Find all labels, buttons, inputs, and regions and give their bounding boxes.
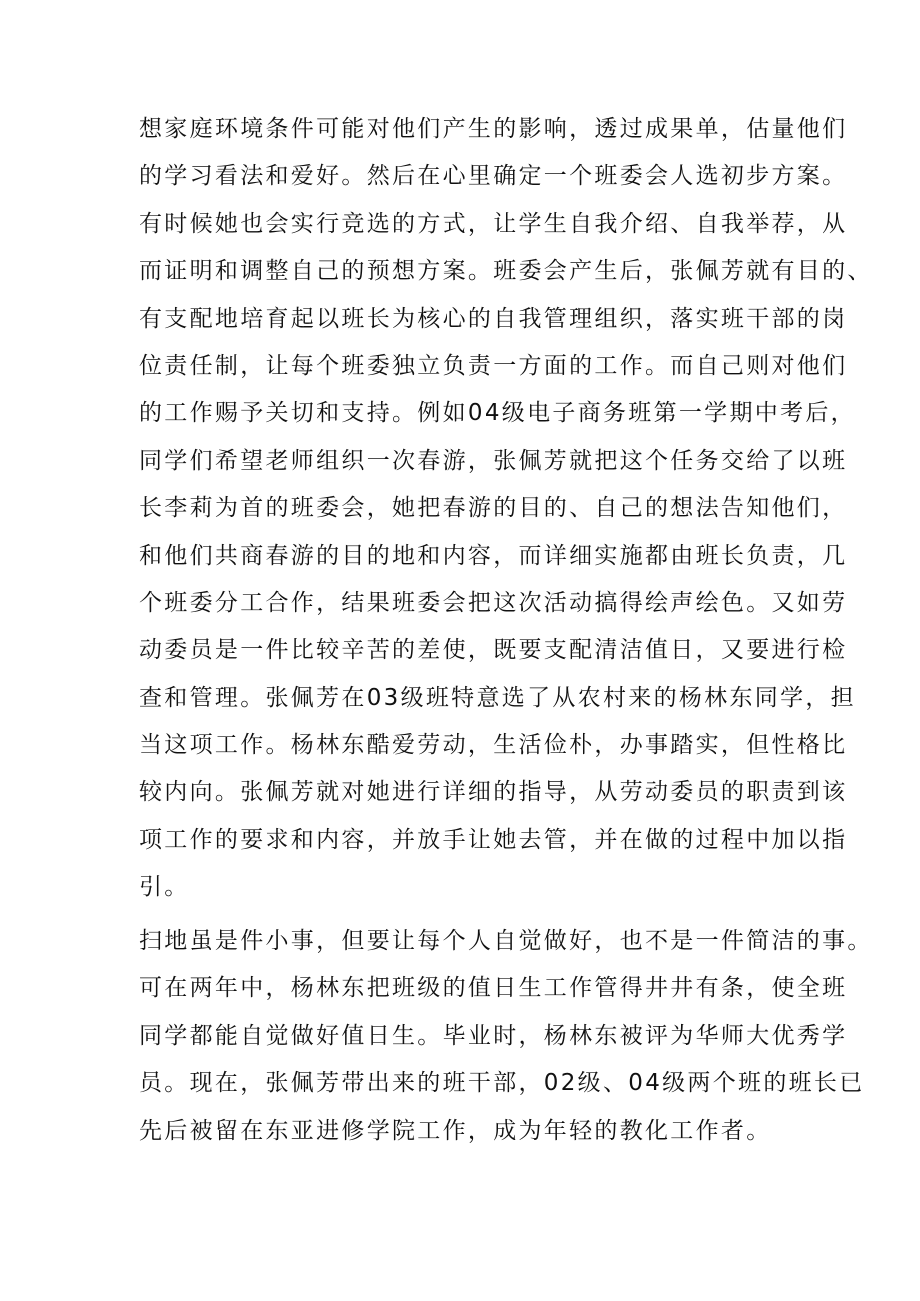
text-line: 项工作的要求和内容，并放手让她去管，并在做的过程中加以指 xyxy=(139,826,848,853)
paragraph-1 xyxy=(139,106,873,912)
paragraph-2 xyxy=(139,918,873,1155)
text-line: 动委员是一件比较辛苦的差使，既要支配清洁值日，又要进行检 xyxy=(139,637,848,664)
text-line: 同学们希望老师组织一次春游，张佩芳就把这个任务交给了以班 xyxy=(139,447,848,474)
text-line: 查和管理。张佩芳在03级班特意选了从农村来的杨林东同学，担 xyxy=(139,684,856,711)
text-line: 个班委分工合作，结果班委会把这次活动搞得绘声绘色。又如劳 xyxy=(139,589,848,616)
text-line: 位责任制，让每个班委独立负责一方面的工作。而自己则对他们 xyxy=(139,352,848,379)
text-line: 当这项工作。杨林东酷爱劳动，生活俭朴，办事踏实，但性格比 xyxy=(139,732,848,759)
text-line: 员。现在，张佩芳带出来的班干部，02级、04级两个班的班长已 xyxy=(139,1070,865,1097)
text-line: 可在两年中，杨林东把班级的值日生工作管得井井有条，使全班 xyxy=(139,975,848,1002)
text-line: 有时候她也会实行竞选的方式，让学生自我介绍、自我举荐，从 xyxy=(139,210,848,237)
text-line: 长李莉为首的班委会，她把春游的目的、自己的想法告知他们， xyxy=(139,495,848,522)
text-line: 想家庭环境条件可能对他们产生的影响，透过成果单，估量他们 xyxy=(139,116,848,142)
text-line: 和他们共商春游的目的地和内容，而详细实施都由班长负责，几 xyxy=(139,542,848,569)
text-line: 有支配地培育起以班长为核心的自我管理组织，落实班干部的岗 xyxy=(139,305,848,332)
text-line: 较内向。张佩芳就对她进行详细的指导，从劳动委员的职责到该 xyxy=(139,779,848,806)
text-line: 而证明和调整自己的预想方案。班委会产生后，张佩芳就有目的、 xyxy=(139,258,873,285)
text-line: 先后被留在东亚进修学院工作，成为年轻的教化工作者。 xyxy=(139,1117,772,1144)
text-line: 同学都能自觉做好值日生。毕业时，杨林东被评为华师大优秀学 xyxy=(139,1022,848,1049)
text-line: 引。 xyxy=(139,874,190,901)
text-line: 的工作赐予关切和支持。例如04级电子商务班第一学期中考后， xyxy=(139,400,856,427)
text-line: 扫地虽是件小事，但要让每个人自觉做好，也不是一件简洁的事。 xyxy=(139,928,873,954)
text-line: 的学习看法和爱好。然后在心里确定一个班委会人选初步方案。 xyxy=(139,163,848,190)
